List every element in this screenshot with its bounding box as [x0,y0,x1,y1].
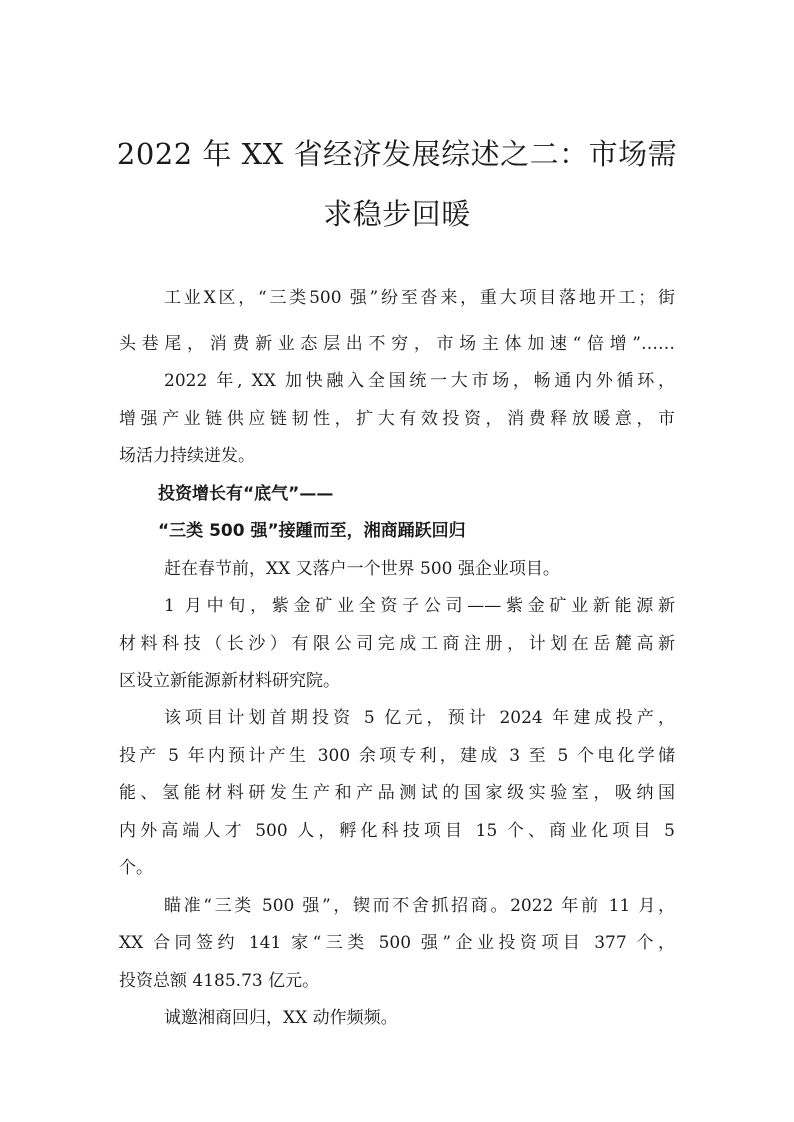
paragraph-line: 瞄准“三类 500 强”，锲而不舍抓招商。2022 年前 11 月， [164,896,675,916]
title-line-2: 求稳步回暖 [323,197,471,231]
paragraph-line: 投资总额 4185.73 亿元。 [119,971,320,991]
paragraph-line: 工业X区，“三类500 强”纷至沓来，重大项目落地开工；街 [164,288,675,308]
paragraph-line: 个。 [119,858,153,878]
paragraph-line: 投产 5 年内预计产生 300 余项专利，建成 3 至 5 个电化学储 [119,746,675,766]
paragraph-line: 头巷尾，消费新业态层出不穷，市场主体加速“倍增”…… [119,334,675,354]
paragraph-line: 2022 年, XX 加快融入全国统一大市场，畅通内外循环， [164,371,675,391]
paragraph-line: 能、氢能材料研发生产和产品测试的国家级实验室，吸纳国 [119,783,675,803]
paragraph-line: 内外高端人才 500 人，孵化科技项目 15 个、商业化项目 5 [119,821,675,841]
paragraph-line: 该项目计划首期投资 5 亿元，预计 2024 年建成投产， [164,708,675,728]
paragraph-line: 场活力持续迸发。 [119,446,255,466]
paragraph-line: 1 月中旬，紫金矿业全资子公司——紫金矿业新能源新 [164,596,675,616]
paragraph-line: 赶在春节前，XX 又落户一个世界 500 强企业项目。 [164,559,560,579]
paragraph-line: 区设立新能源新材料研究院。 [119,671,340,691]
paragraph-line: XX 合同签约 141 家“三类 500 强”企业投资项目 377 个， [119,933,675,953]
paragraph-line: 诚邀湘商回归，XX 动作频频。 [164,1008,398,1028]
title-line-1: 2022 年 XX 省经济发展综述之二：市场需 [116,137,678,171]
paragraph-line: 增强产业链供应链韧性，扩大有效投资，消费释放暖意，市 [119,409,675,429]
paragraph-line: 材料科技（长沙）有限公司完成工商注册，计划在岳麓高新 [119,634,675,654]
section-heading: 投资增长有“底气”—— [158,484,334,504]
section-subheading: “三类 500 强”接踵而至，湘商踊跃回归 [158,521,466,541]
document-title [100,124,694,244]
